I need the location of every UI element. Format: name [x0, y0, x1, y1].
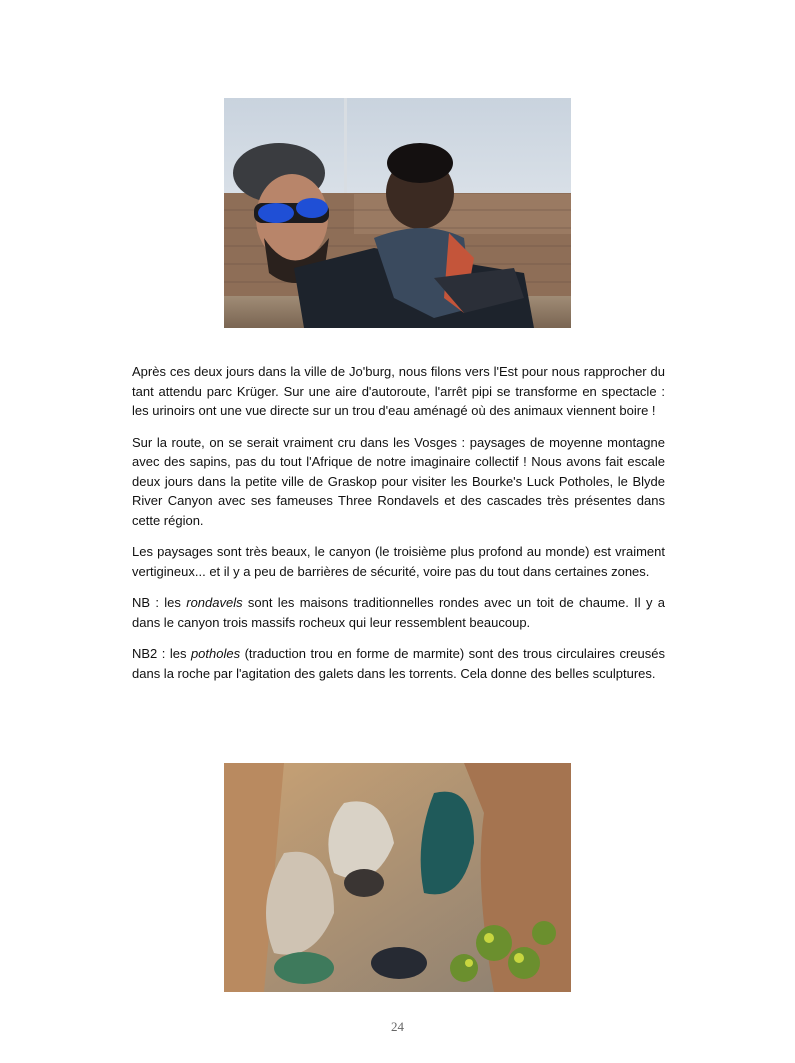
- article-body: [132, 362, 665, 695]
- note-rondavels-prefix: NB : les: [132, 595, 187, 610]
- paragraph-johannesburg: Après ces deux jours dans la ville de Jo'burg, nous filons vers l'Est pour nous rapprocher du tant attendu parc Krüger. Sur une aire d'autoroute, l'arrêt pipi se transforme en spectacle : les urinoirs ont une vue directe sur un trou d'eau aménagé où des animaux viennent boire !: [132, 364, 665, 418]
- note-potholes-prefix: NB2 : les: [132, 646, 191, 661]
- note-potholes-text: (traduction trou en forme de marmite) sont des trous circulaires creusés dans la roche par l'agitation des galets dans les torrents. Cela donne des belles sculptures.: [132, 646, 665, 681]
- page-number: 24: [391, 1019, 404, 1034]
- photo-cyclist-with-child-graphic: [224, 98, 571, 328]
- note-rondavels: [132, 593, 665, 632]
- note-potholes-term: potholes: [190, 646, 241, 661]
- note-rondavels-term: rondavels: [186, 595, 243, 610]
- paragraph-paysages: Les paysages sont très beaux, le canyon (le troisième plus profond au monde) est vraiment vertigineux... et il y a peu de barrières de sécurité, voire pas du tout dans certaines zones.: [132, 544, 665, 579]
- photo-potholes-canyon: [224, 763, 571, 992]
- photo-cyclist-with-child: [224, 98, 571, 328]
- note-rondavels-text: sont les maisons traditionnelles rondes avec un toit de chaume. Il y a dans le canyon trois massifs rocheux qui leur ressemblent beaucoup.: [132, 595, 666, 630]
- paragraph-route-graskop: Sur la route, on se serait vraiment cru dans les Vosges : paysages de moyenne montagne avec des sapins, pas du tout l'Afrique de notre imaginaire collectif ! Nous avons fait escale deux jours dans la petite ville de Graskop pour visiter les Bourke's Luck Potholes, le Blyde River Canyon avec ses fameuses Three Rondavels et des cascades très présentes dans cette région.: [132, 434, 665, 528]
- note-potholes: [132, 644, 665, 683]
- photo-potholes-canyon-graphic: [224, 763, 571, 992]
